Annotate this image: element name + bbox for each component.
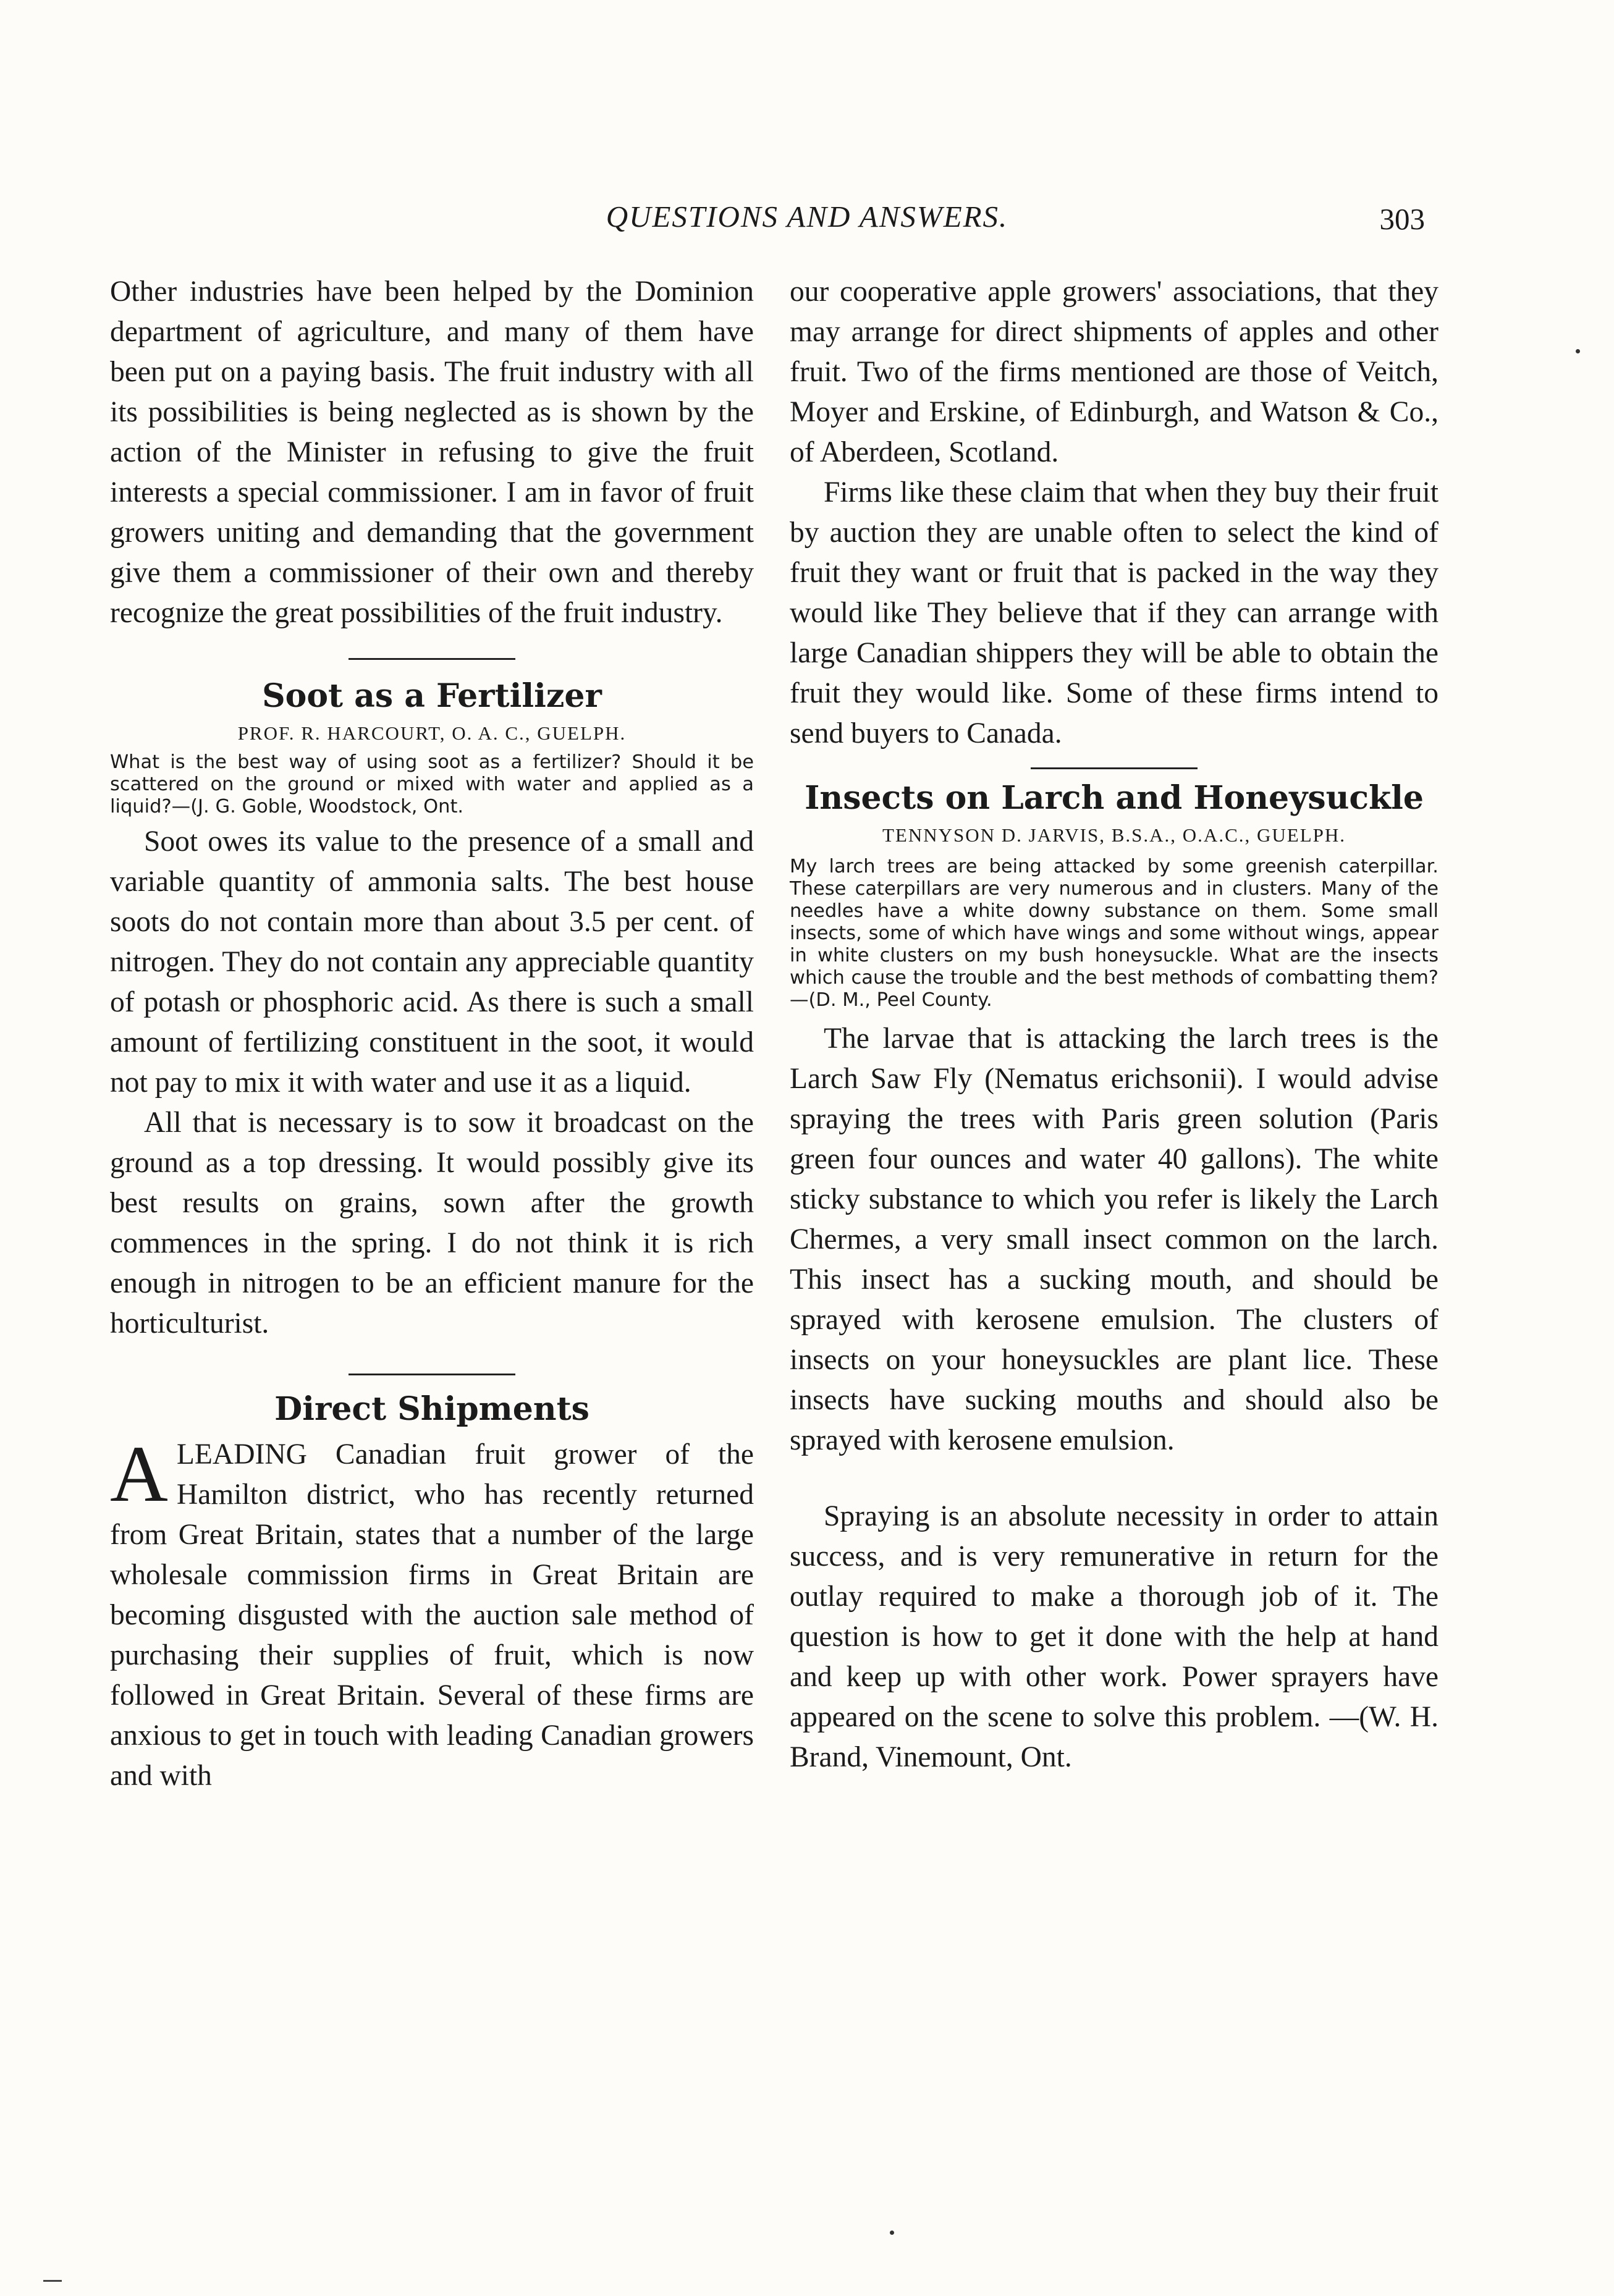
right-column — [790, 272, 1439, 1778]
running-head: QUESTIONS AND ANSWERS. — [606, 200, 1008, 234]
insects-question: My larch trees are being attacked by some greenish caterpillar. These caterpillars are very numerous and in clusters. Many of the needles have a white downy substance on them. Some small insects, some of which have wings and some without wings, appear in white clusters on my bush honeysuckle. What are the insects which cause the trouble and the best methods of combatting them?—(D. M., Peel County. — [790, 856, 1439, 1011]
insects-section-title: Insects on Larch and Honeysuckle — [805, 779, 1424, 817]
shipments-continued-paragraph-1: our cooperative apple growers' associations, that they may arrange for direct shipments of apples and other fruit. Two of the firms mentioned are those of Veitch, Moyer and Erskine, of Edinburgh, and Watson & Co., of Aberdeen, Scotland. — [790, 276, 1439, 468]
left-column — [110, 272, 754, 1796]
section-divider — [349, 1374, 515, 1375]
soot-question: What is the best way of using soot as a fertilizer? Should it be scattered on the ground or mixed with water and applied as a liquid?—(J. G. Goble, Woodstock, Ont. — [110, 751, 754, 817]
shipments-body-text: Canadian fruit grower of the Hamilton district, who has recently returned from Great Britain, states that a number of the large wholesale commission firms in Great Britain are becoming disgusted with the auction sale method of purchasing their supplies of fruit, which is now followed in Great Britain. Several of these firms are anxious to get in touch with leading Canadian growers and with — [110, 1438, 754, 1792]
soot-section-byline: PROF. R. HARCOURT, O. A. C., GUELPH. — [237, 722, 627, 744]
spraying-note: Spraying is an absolute necessity in order to attain success, and is very remunerative in return for the outlay required to make a thorough job of it. The question is how to get it done with the help at hand and keep up with other work. Power sprayers have appeared on the scene to solve this problem. —(W. H. Brand, Vinemount, Ont. — [790, 1500, 1439, 1773]
shipments-paragraph — [110, 1430, 754, 1796]
drop-cap: A — [110, 1430, 168, 1519]
shipments-continued-paragraph-2: Firms like these claim that when they buy their fruit by auction they are unable often to select the kind of fruit they want or fruit that is packed in the way they would like They believe that if they can arrange with large Canadian shippers they will be able to obtain the fruit they would like. Some of these firms intend to send buyers to Canada. — [790, 476, 1439, 749]
section-divider — [349, 658, 515, 660]
lead-in-word: LEADING — [176, 1438, 307, 1471]
edge-mark — [43, 2280, 62, 2282]
shipments-section-title: Direct Shipments — [274, 1390, 589, 1428]
intro-paragraph: Other industries have been helped by the Dominion department of agriculture, and many of them have been put on a paying basis. The fruit industry with all its possibilities is being neglected as is shown by the action of the Minister in refusing to give the fruit interests a special commissioner. I am in favor of fruit growers uniting and demanding that the government give them a commissioner of their own and thereby recognize the great possibilities of the fruit industry. — [110, 276, 754, 629]
soot-section-title: Soot as a Fertilizer — [262, 677, 602, 715]
soot-answer-paragraph-1: Soot owes its value to the presence of a small and variable quantity of ammonia salts. The best house soots do not contain more than about 3.5 per cent. of nitrogen. They do not contain any appreciable quantity of potash or phosphoric acid. As there is such a small amount of fertilizing constituent in the soot, it would not pay to mix it with water and use it as a liquid. — [110, 825, 754, 1099]
insects-answer: The larvae that is attacking the larch trees is the Larch Saw Fly (Nematus erichsonii). I would advise spraying the trees with Paris green solution (Paris green four ounces and water 40 gallons). The white sticky substance to which you refer is likely the Larch Chermes, a very small insect common on the larch. This insect has a sucking mouth, and should be sprayed with kerosene emulsion. The clusters of insects on your honeysuckles are plant lice. These insects have sucking mouths and should also be sprayed with kerosene emulsion. — [790, 1023, 1439, 1456]
print-speck — [890, 2231, 894, 2235]
print-speck — [1576, 349, 1580, 353]
soot-answer-paragraph-2: All that is necessary is to sow it broadcast on the ground as a top dressing. It would possibly give its best results on grains, sown after the growth commences in the spring. I do not think it is rich enough in nitrogen to be an efficient manure for the horticulturist. — [110, 1107, 754, 1340]
insects-section-byline: TENNYSON D. JARVIS, B.S.A., O.A.C., GUELPH. — [882, 824, 1346, 846]
page-number: 303 — [1379, 202, 1425, 236]
section-divider — [1031, 767, 1198, 769]
